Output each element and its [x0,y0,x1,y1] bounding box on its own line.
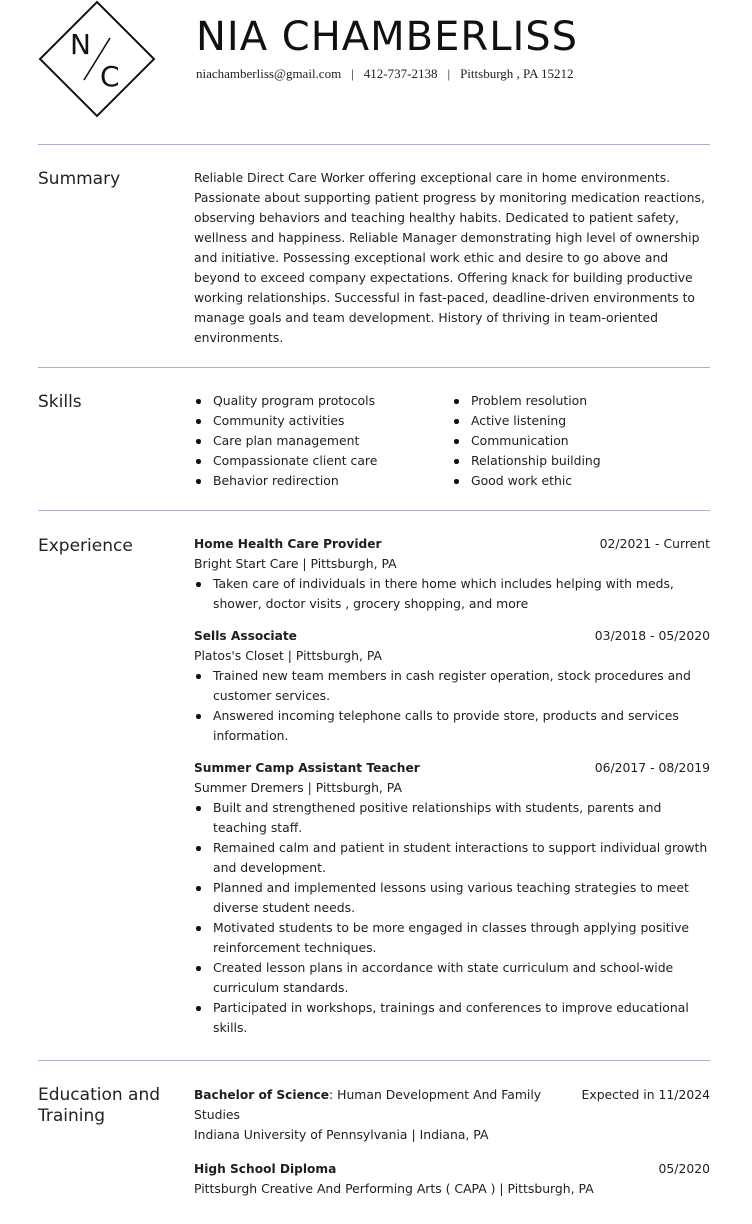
contact-line [196,66,574,82]
job-header [194,626,710,646]
job-title: Summer Camp Assistant Teacher [194,761,420,775]
job-entry [194,626,710,746]
degree-field: : Human Development And Family Studies [194,1087,542,1122]
monogram-diamond-icon [38,0,156,118]
job-header [194,534,710,554]
education-entry [194,1159,710,1199]
monogram-logo [38,0,156,118]
education-dates: Expected in 11/2024 [581,1087,710,1102]
skill-item: Compassionate client care [194,451,377,471]
job-bullet: Remained calm and patient in student interactions to support individual growth and development. [194,838,710,878]
job-dates: 02/2021 - Current [599,536,710,551]
job-title: Sells Associate [194,629,297,643]
job-bullet: Motivated students to be more engaged in classes through applying positive reinforcement techniques. [194,918,710,958]
job-bullet: Created lesson plans in accordance with state curriculum and school-wide curriculum standards. [194,958,710,998]
contact-separator: | [351,66,354,81]
contact-separator: | [447,66,451,81]
skill-item: Active listening [452,411,601,431]
skills-heading: Skills [38,392,82,412]
job-bullet: Built and strengthened positive relationships with students, parents and teaching staff. [194,798,710,838]
email: niachamberliss@gmail.com [196,66,342,81]
education-entry [194,1085,710,1145]
skill-item: Care plan management [194,431,377,451]
location: Pittsburgh , PA 15212 [460,66,574,81]
job-bullets [194,574,710,614]
section-divider [38,1060,710,1061]
degree: High School Diploma [194,1162,337,1176]
education-header [194,1159,710,1179]
job-bullet: Planned and implemented lessons using various teaching strategies to meet diverse student needs. [194,878,710,918]
skills-list-left [194,391,377,491]
summary-heading: Summary [38,169,121,189]
experience-section [194,534,710,1050]
skill-item: Good work ethic [452,471,601,491]
monogram-letter-top: N [70,28,91,61]
job-entry [194,758,710,1038]
school: Pittsburgh Creative And Performing Arts ( CAPA ) | Pittsburgh, PA [194,1181,594,1196]
section-divider [38,367,710,368]
job-bullet: Participated in workshops, trainings and conferences to improve educational skills. [194,998,710,1038]
skill-item: Quality program protocols [194,391,377,411]
degree: Bachelor of Science [194,1088,330,1102]
skill-item: Community activities [194,411,377,431]
education-section [194,1085,710,1213]
job-title: Home Health Care Provider [194,537,382,551]
school: Indiana University of Pennsylvania | Indiana, PA [194,1127,489,1142]
job-employer: Platos's Closet | Pittsburgh, PA [194,648,383,663]
skill-item: Relationship building [452,451,601,471]
summary-section [194,168,710,348]
job-bullets [194,798,710,1038]
skill-item: Communication [452,431,601,451]
skill-item: Problem resolution [452,391,601,411]
job-bullet: Trained new team members in cash register operation, stock procedures and customer services. [194,666,710,706]
job-dates: 06/2017 - 08/2019 [594,760,710,775]
section-divider [38,144,710,145]
monogram-letter-bottom: C [100,60,120,93]
job-bullets [194,666,710,746]
job-header [194,758,710,778]
education-heading: Education and Training [38,1085,161,1126]
phone: 412-737-2138 [363,66,438,81]
education-header [194,1085,710,1125]
candidate-name: NIA CHAMBERLISS [196,14,579,60]
job-dates: 03/2018 - 05/2020 [594,628,710,643]
skill-item: Behavior redirection [194,471,377,491]
job-employer: Bright Start Care | Pittsburgh, PA [194,556,397,571]
job-bullet: Answered incoming telephone calls to provide store, products and services information. [194,706,710,746]
experience-heading: Experience [38,536,133,556]
job-bullet: Taken care of individuals in there home which includes helping with meds, shower, doctor visits , grocery shopping, and more [194,574,710,614]
job-employer: Summer Dremers | Pittsburgh, PA [194,780,402,795]
education-dates: 05/2020 [658,1161,710,1176]
section-divider [38,510,710,511]
summary-text: Reliable Direct Care Worker offering exceptional care in home environments. Passionate about supporting patient progress by monitoring medication reactions, observing behaviors and teaching healthy habits. Dedicated to patient safety, wellness and happiness. Reliable Manager demonstrating high level of ownership and initiative. Possessing exceptional work ethic and desire to go above and beyond to exceed company expectations. Offering knack for building productive working relationships. Successful in fast-paced, deadline-driven environments to manage goals and team development. History of thriving in team-oriented environments. [194,170,705,345]
job-entry [194,534,710,614]
skills-list-right [452,391,601,491]
